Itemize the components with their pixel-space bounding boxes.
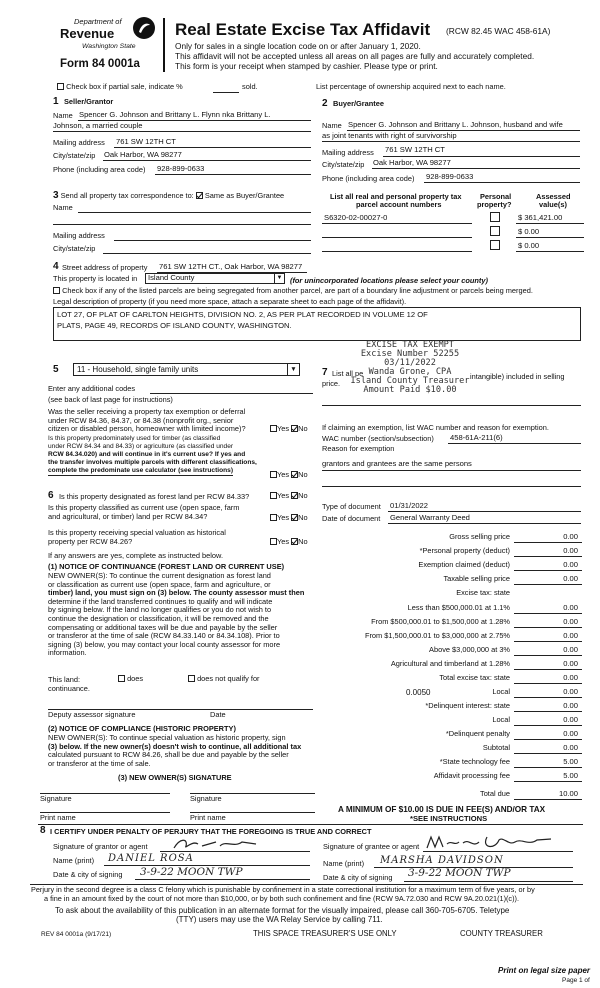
partial-sale-row bbox=[57, 83, 183, 92]
seller-phone-label: Phone (including area code) bbox=[53, 165, 146, 174]
doctype-value[interactable]: 01/31/2022 bbox=[390, 501, 429, 510]
seller-name-1[interactable]: Spencer G. Johnson and Brittany L. Flynn nka Brittany L. bbox=[79, 110, 271, 119]
grantor-date[interactable]: 3-9-22 MOON TWP bbox=[140, 866, 243, 878]
codes-label: Enter any additional codes bbox=[48, 384, 136, 393]
dept-line1: Department of bbox=[74, 17, 122, 26]
yes-label: Yes bbox=[277, 470, 290, 479]
any-yes-note: If any answers are yes, complete as instructed below. bbox=[48, 551, 223, 560]
tax-label: Total due bbox=[480, 789, 510, 798]
grantor-name-label: Name (print) bbox=[53, 856, 95, 865]
tax-label: Excise tax: state bbox=[456, 588, 510, 597]
grantee-name-label: Name (print) bbox=[323, 859, 365, 868]
dropdown-arrow-icon: ▼ bbox=[274, 274, 284, 283]
sec7-number: 7 bbox=[322, 367, 328, 378]
dropdown-arrow-icon: ▼ bbox=[287, 364, 299, 375]
tax-label: Total excise tax: state bbox=[439, 673, 510, 682]
notice2-body bbox=[48, 734, 316, 768]
tax-value-line bbox=[514, 753, 582, 754]
yes-label: Yes bbox=[277, 491, 290, 500]
form-title: Real Estate Excise Tax Affidavit bbox=[175, 20, 431, 39]
doctype-label: Type of document bbox=[322, 502, 381, 511]
buyer-name-1[interactable]: Spencer G. Johnson and Brittany L. Johnson, husband and wife bbox=[348, 120, 563, 129]
stamp-line1: EXCISE TAX EXEMPT bbox=[366, 340, 454, 350]
no-label: No bbox=[298, 537, 308, 546]
sec3-name-label: Name bbox=[53, 203, 73, 212]
tax-value-line bbox=[514, 570, 582, 571]
does-not-label: does not qualify for bbox=[197, 674, 260, 683]
docdate-line bbox=[388, 523, 581, 524]
notice2-line: calculated pursuant to RCW 84.26, shall be due and payable by the seller bbox=[48, 750, 289, 760]
notice1-line: continue the designation or classification, it will be removed and the bbox=[48, 613, 269, 623]
dept-line2: Revenue bbox=[60, 26, 115, 41]
notice1-body bbox=[48, 572, 316, 658]
county-value: Island County bbox=[148, 273, 195, 282]
stamp-line2: Excise Number 52255 bbox=[360, 349, 460, 360]
minimum-note: A MINIMUM OF $10.00 IS DUE IN FEE(S) AND/OR TAX bbox=[338, 805, 546, 814]
tax-label: Gross selling price bbox=[449, 532, 510, 541]
header-note3: This form is your receipt when stamped by cashier. Please type or print. bbox=[175, 61, 438, 71]
seller-mailing-line bbox=[114, 147, 311, 148]
tax-label: *Delinquent penalty bbox=[445, 729, 510, 738]
notice1-line: signing (3) below, you may contact your local county assessor for more bbox=[48, 639, 281, 649]
value-line bbox=[516, 237, 584, 238]
notice1-heading: (1) NOTICE OF CONTINUANCE (FOREST LAND OR CURRENT USE) bbox=[48, 562, 285, 571]
value-line bbox=[516, 251, 584, 252]
sec1-number: 1 bbox=[53, 96, 59, 107]
tax-label: Above $3,000,000 at 3% bbox=[429, 645, 510, 654]
notice3-heading: (3) NEW OWNER(S) SIGNATURE bbox=[118, 773, 232, 782]
seller-name-2[interactable]: Johnson, a married couple bbox=[53, 121, 143, 130]
owner-print-label1: Print name bbox=[40, 813, 76, 822]
access-line2: (TTY) users may use the WA Relay Service by calling 711. bbox=[176, 915, 383, 924]
buyer-city-label: City/state/zip bbox=[322, 160, 365, 169]
sec3-name-line bbox=[78, 212, 311, 213]
unincorporated-note: (for unincorporated locations please select your county) bbox=[290, 276, 488, 285]
parcel-row bbox=[322, 240, 584, 253]
stamp-line4: Wanda Grone, CPA bbox=[368, 367, 452, 378]
value-line bbox=[516, 223, 584, 224]
sec2-number: 2 bbox=[322, 98, 328, 109]
notice1-line: by signing below. If the land no longer qualifies or you do not wish to bbox=[48, 605, 272, 615]
partial-percent-line bbox=[213, 92, 239, 93]
wac-number[interactable]: 458-61A-211(6) bbox=[450, 433, 503, 442]
segregated-row bbox=[53, 287, 533, 296]
tax-value[interactable]: 0.00 bbox=[563, 603, 578, 612]
tax-value[interactable]: 5.00 bbox=[563, 757, 578, 766]
buyer-name-2[interactable]: as joint tenants with right of survivorship bbox=[322, 131, 457, 140]
does-not-option bbox=[188, 675, 260, 684]
buyer-phone[interactable]: 928-899-0633 bbox=[426, 172, 474, 181]
legal-paper-note: Print on legal size paper bbox=[498, 966, 591, 975]
use-code-select[interactable] bbox=[73, 363, 300, 376]
reason-line2 bbox=[322, 486, 581, 487]
reason-text[interactable]: grantors and grantees are the same persons bbox=[322, 459, 472, 468]
notice2-line: NEW OWNER(S): To continue special valuation as historic property, sign bbox=[48, 733, 286, 742]
notice1-line: compensating or additional taxes will be due and payable by the seller bbox=[48, 622, 278, 632]
form-rcw: (RCW 82.45 WAC 458-61A) bbox=[446, 26, 551, 36]
perjury-line1: Perjury in the second degree is a class C felony which is punishable by confinement in a state correctional institution for a maximum term of five years, or by bbox=[31, 885, 535, 894]
tax-value-line bbox=[514, 655, 582, 656]
sec7-text-a: List all pe bbox=[332, 369, 364, 378]
sec4-number: 4 bbox=[53, 261, 59, 272]
parcel-line bbox=[322, 223, 472, 224]
grantee-date-line bbox=[404, 881, 573, 882]
grantor-sig-label: Signature of grantor or agent bbox=[53, 842, 148, 851]
tax-value-line bbox=[514, 584, 582, 585]
q1-no-checkbox[interactable] bbox=[291, 425, 298, 432]
does-not-checkbox[interactable] bbox=[188, 675, 195, 682]
does-label: does bbox=[127, 674, 144, 683]
tax-value[interactable]: 0.00 bbox=[563, 560, 578, 569]
buyer-phone-label: Phone (including area code) bbox=[322, 174, 415, 183]
sec7-line1 bbox=[322, 405, 581, 406]
tax-value-line bbox=[514, 669, 582, 670]
partial-sale-label: Check box if partial sale, indicate % bbox=[66, 82, 183, 91]
header-note2: This affidavit will not be accepted unless all areas on all pages are fully and accurately completed. bbox=[175, 51, 535, 61]
owner-sig-label2: Signature bbox=[190, 794, 222, 803]
buyer-mailing-label: Mailing address bbox=[322, 148, 374, 157]
local-rate: 0.0050 bbox=[406, 688, 431, 697]
sec3-number: 3 bbox=[53, 190, 59, 201]
tax-value-line bbox=[514, 556, 582, 557]
buyer-phone-line bbox=[424, 182, 580, 183]
tax-label: Local bbox=[492, 715, 510, 724]
wac-label: WAC number (section/subsection) bbox=[322, 434, 434, 443]
owner-print-label2: Print name bbox=[190, 813, 226, 822]
tax-value[interactable]: 0.00 bbox=[563, 673, 578, 682]
q2-line-e: complete the predominate use calculator (see instructions) bbox=[48, 467, 234, 474]
parcel-col3-header: Assessed bbox=[536, 192, 571, 201]
seller-mailing-label: Mailing address bbox=[53, 138, 105, 147]
current-use-yes-checkbox[interactable] bbox=[270, 514, 277, 521]
notice2-line: (3) below. If the new owner(s) doesn't wish to continue, all additional tax bbox=[48, 741, 302, 751]
street-label: Street address of property bbox=[62, 263, 148, 272]
treasurer-space: THIS SPACE TREASURER'S USE ONLY bbox=[253, 929, 397, 938]
docdate-value[interactable]: General Warranty Deed bbox=[390, 513, 470, 522]
wac-line bbox=[448, 443, 581, 444]
current-use-no-checkbox[interactable] bbox=[291, 514, 298, 521]
grantor-signature[interactable] bbox=[172, 836, 262, 852]
q1-line-c: citizen or disabled person, homeowner with limited income)? bbox=[48, 424, 246, 433]
personal-property-checkbox[interactable] bbox=[490, 226, 500, 236]
no-label: No bbox=[298, 424, 308, 433]
sec3-row bbox=[53, 190, 284, 202]
sec7-text-c: intangible) included in selling bbox=[470, 372, 565, 381]
grantee-signature[interactable] bbox=[425, 834, 555, 852]
sec5-number: 5 bbox=[53, 364, 59, 375]
tax-value[interactable]: 10.00 bbox=[558, 789, 578, 798]
tax-value-line bbox=[514, 627, 582, 628]
q2-yes-checkbox[interactable] bbox=[270, 471, 277, 478]
sec8-box bbox=[38, 824, 583, 825]
tax-value-line bbox=[514, 711, 582, 712]
grantee-name[interactable]: MARSHA DAVIDSON bbox=[380, 855, 504, 866]
certify-text: I CERTIFY UNDER PENALTY OF PERJURY THAT THE FOREGOING IS TRUE AND CORRECT bbox=[50, 827, 372, 836]
no-label: No bbox=[298, 470, 308, 479]
located-label: This property is located in bbox=[53, 274, 138, 283]
tax-value-line bbox=[514, 767, 582, 768]
same-as-buyer-label: Same as Buyer/Grantee bbox=[204, 191, 285, 200]
grantee-date-label: Date & city of signing bbox=[323, 873, 393, 882]
sec1-heading: Seller/Grantor bbox=[64, 97, 114, 106]
doctype-line bbox=[388, 511, 581, 512]
parcel-col1-header: List all real and personal property tax bbox=[330, 192, 462, 201]
sec6-q3b: property per RCW 84.26? bbox=[48, 537, 133, 546]
same-as-buyer-checkbox[interactable] bbox=[196, 192, 203, 199]
tax-label: From $1,500,000.01 to $3,000,000 at 2.75% bbox=[364, 631, 510, 640]
tax-label: Agricultural and timberland at 1.28% bbox=[390, 659, 510, 668]
deputy-label: Deputy assessor signature bbox=[48, 710, 136, 719]
seller-phone[interactable]: 928-899-0633 bbox=[157, 164, 205, 173]
legal-line2: PLATS, PAGE 49, RECORDS OF ISLAND COUNTY, WASHINGTON. bbox=[57, 321, 292, 330]
sec6-number: 6 bbox=[48, 490, 54, 501]
owner-sig-label1: Signature bbox=[40, 794, 72, 803]
grantor-date-line bbox=[135, 879, 310, 880]
ownership-note: List percentage of ownership acquired next to each name. bbox=[316, 82, 506, 91]
sec6-q2b: and agricultural, or timber) land per RCW 84.34? bbox=[48, 512, 208, 521]
sec5-q1 bbox=[48, 408, 288, 434]
tax-value-line bbox=[514, 697, 582, 698]
deputy-date-label: Date bbox=[210, 710, 226, 719]
form-number: Form 84 0001a bbox=[60, 58, 140, 70]
tax-value-line bbox=[514, 799, 582, 800]
page-number: Page 1 of bbox=[562, 977, 590, 984]
tax-value[interactable]: 0.00 bbox=[563, 546, 578, 555]
dor-logo-icon bbox=[132, 16, 156, 40]
notice2-line: or transferor at the time of sale. bbox=[48, 758, 151, 768]
stamp-line3: 03/11/2022 bbox=[384, 358, 436, 369]
parcel-line bbox=[322, 251, 472, 252]
parcel-row bbox=[322, 212, 584, 225]
buyer-mailing-line bbox=[383, 156, 580, 157]
tax-label: From $500,000.01 to $1,500,000 at 1.28% bbox=[371, 617, 510, 626]
county-treasurer: COUNTY TREASURER bbox=[460, 929, 543, 938]
partial-sold-label: sold. bbox=[242, 82, 258, 91]
parcel-number[interactable]: S6320-02-00027-0 bbox=[324, 213, 388, 222]
sec3-mailing-label: Mailing address bbox=[53, 231, 105, 240]
sec3-name-line2 bbox=[53, 224, 311, 225]
partial-sale-checkbox[interactable] bbox=[57, 83, 64, 90]
q2-line-c: RCW 84.34.020) and will continue in it's current use? If yes and bbox=[48, 451, 246, 458]
parcel-col2-header-b: property? bbox=[477, 200, 512, 209]
grantee-sig-label: Signature of grantee or agent bbox=[323, 842, 420, 851]
sec8-number: 8 bbox=[40, 825, 46, 836]
dor-logo bbox=[60, 14, 158, 58]
sec6-q2-answers bbox=[270, 514, 308, 523]
this-land-label: This land: bbox=[48, 675, 81, 684]
tax-value-line bbox=[514, 542, 582, 543]
parcel-line bbox=[322, 237, 472, 238]
sec5-q2 bbox=[48, 435, 283, 476]
personal-property-checkbox[interactable] bbox=[490, 212, 500, 222]
historic-yes-checkbox[interactable] bbox=[270, 538, 277, 545]
tax-value[interactable]: 0.00 bbox=[563, 645, 578, 654]
buyer-name-label: Name bbox=[322, 121, 342, 130]
reason-label: Reason for exemption bbox=[322, 444, 395, 453]
exempt-label: If claiming an exemption, list WAC number and reason for exemption. bbox=[322, 423, 549, 432]
codes-note: (see back of last page for instructions) bbox=[48, 395, 173, 404]
tax-label: Taxable selling price bbox=[443, 574, 510, 583]
buyer-name-line2 bbox=[322, 141, 580, 142]
tax-value[interactable]: 0.00 bbox=[563, 631, 578, 640]
assessed-value[interactable]: $ 0.00 bbox=[518, 241, 540, 250]
q1-yes-checkbox[interactable] bbox=[270, 425, 277, 432]
historic-no-checkbox[interactable] bbox=[291, 538, 298, 545]
tax-value[interactable]: 0.00 bbox=[563, 687, 578, 696]
q2-line-a: Is this property predominately used for timber (as classified bbox=[48, 435, 221, 442]
notice1-line: information. bbox=[48, 648, 87, 658]
parcel-col3-header-b: value(s) bbox=[539, 200, 567, 209]
tax-value-line bbox=[514, 725, 582, 726]
forest-yes-checkbox[interactable] bbox=[270, 492, 277, 499]
q1-answers bbox=[270, 425, 308, 434]
sec3-city-line bbox=[103, 253, 311, 254]
notice1-line: determine if the land transferred continues to qualify and will indicate bbox=[48, 596, 273, 606]
stamp-line6: Amount Paid $10.00 bbox=[363, 385, 457, 396]
notice1-line: timber) land, you must sign on (3) below. The county assessor must then bbox=[48, 588, 305, 598]
legal-line1: LOT 27, OF PLAT OF CARLTON HEIGHTS, DIVISION NO. 2, AS PER PLAT RECORDED IN VOLUME 12 OF bbox=[57, 310, 428, 319]
seller-city-line bbox=[103, 160, 311, 161]
sec2-heading: Buyer/Grantee bbox=[333, 99, 384, 108]
excise-stamp bbox=[345, 341, 475, 395]
sec7-text-b: price. bbox=[322, 379, 341, 388]
yes-label: Yes bbox=[277, 537, 290, 546]
use-code-value: 11 - Household, single family units bbox=[77, 365, 199, 374]
tax-value-line bbox=[514, 613, 582, 614]
tax-value[interactable]: 0.00 bbox=[563, 574, 578, 583]
revision: REV 84 0001a (9/17/21) bbox=[41, 931, 112, 938]
tax-value[interactable]: 0.00 bbox=[563, 743, 578, 752]
tax-value-line bbox=[514, 781, 582, 782]
tax-label: Local bbox=[492, 687, 510, 696]
notice1-line: or transferor at the time of sale (RCW 84.33.140 or 84.34.108). Prior to bbox=[48, 631, 280, 641]
tax-label: *Personal property (deduct) bbox=[419, 546, 510, 555]
notice2-heading: (2) NOTICE OF COMPLIANCE (HISTORIC PROPERTY) bbox=[48, 724, 236, 733]
docdate-label: Date of document bbox=[322, 514, 381, 523]
access-line1: To ask about the availability of this publication in an alternate format for the visually impaired, please call 360-705-6705. Teletype bbox=[55, 906, 510, 915]
segregated-label: Check box if any of the listed parcels are being segregated from another parcel, are part of a boundary line adjustment or parcels being merged. bbox=[62, 286, 533, 295]
tax-value[interactable]: 0.00 bbox=[563, 617, 578, 626]
tax-label: Affidavit processing fee bbox=[433, 771, 510, 780]
yes-label: Yes bbox=[277, 513, 290, 522]
tax-label: *State technology fee bbox=[439, 757, 510, 766]
tax-value-line bbox=[514, 683, 582, 684]
notice1-line: NEW OWNER(S): To continue the current designation as forest land bbox=[48, 571, 271, 580]
tax-label: Exemption claimed (deduct) bbox=[418, 560, 510, 569]
tax-value[interactable]: 0.00 bbox=[563, 715, 578, 724]
parcel-col2-header: Personal bbox=[480, 192, 512, 201]
perjury-line2: a fine in an amount fixed by the court of not more than $10,000, or by both such confinement and fine (RCW 9A.72.030 and RCW 9A.20.021(1)(c)). bbox=[44, 894, 519, 903]
assessed-value[interactable]: $ 0.00 bbox=[518, 227, 540, 236]
reason-line1 bbox=[322, 470, 581, 471]
q2-no-checkbox[interactable] bbox=[291, 471, 298, 478]
tax-value[interactable]: 5.00 bbox=[563, 771, 578, 780]
does-option bbox=[118, 675, 143, 684]
q2-line-b: under RCW 84.34 and 84.33) or agriculture (as classified under bbox=[48, 443, 234, 450]
stamp-line5: Island County Treasurer bbox=[350, 376, 470, 387]
seller-city[interactable]: Oak Harbor, WA 98277 bbox=[104, 150, 182, 159]
sec6-q1-answers bbox=[270, 492, 308, 501]
header-divider bbox=[163, 18, 165, 72]
tax-label: Less than $500,000.01 at 1.1% bbox=[407, 603, 510, 612]
sec3-mailing-line bbox=[114, 240, 311, 241]
dept-line3: Washington State bbox=[82, 43, 136, 50]
codes-line bbox=[150, 393, 313, 394]
q1-line-b: under RCW 84.36, 84.37, or 84.38 (nonprofit org., senior bbox=[48, 415, 234, 425]
q2-answers bbox=[270, 471, 308, 480]
does-checkbox[interactable] bbox=[118, 675, 125, 682]
sec6-q3a: Is this property receiving special valuation as historical bbox=[48, 528, 226, 537]
legal-description-box[interactable] bbox=[53, 307, 581, 341]
street-address[interactable]: 761 SW 12TH CT., Oak Harbor, WA 98277 bbox=[159, 262, 303, 271]
seller-city-label: City/state/zip bbox=[53, 151, 96, 160]
notice1-line: or classification as current use (open space, farm and agriculture, or bbox=[48, 579, 271, 589]
grantor-date-label: Date & city of signing bbox=[53, 870, 123, 879]
buyer-city-line bbox=[372, 168, 580, 169]
tax-value-line bbox=[514, 641, 582, 642]
q2-line-d: the transfer involves multiple parcels with different classifications, bbox=[48, 459, 257, 466]
county-select[interactable] bbox=[145, 273, 285, 284]
seller-mailing[interactable]: 761 SW 12TH CT bbox=[116, 137, 176, 146]
grantor-name[interactable]: DANIEL ROSA bbox=[108, 853, 194, 864]
see-instructions: *SEE INSTRUCTIONS bbox=[410, 814, 488, 823]
seller-phone-line bbox=[155, 174, 311, 175]
no-label: No bbox=[298, 491, 308, 500]
continuance-label: continuance. bbox=[48, 684, 90, 693]
seller-name-label: Name bbox=[53, 111, 73, 120]
grantee-date[interactable]: 3-9-22 MOON TWP bbox=[408, 867, 511, 879]
parcel-col1-header-b: parcel account numbers bbox=[356, 200, 442, 209]
sec3-text: Send all property tax correspondence to: bbox=[60, 191, 194, 200]
yes-label: Yes bbox=[277, 424, 290, 433]
segregated-checkbox[interactable] bbox=[53, 287, 60, 294]
no-label: No bbox=[298, 513, 308, 522]
legal-label: Legal description of property (if you need more space, attach a separate sheet to each page of the affidavit). bbox=[53, 297, 407, 306]
buyer-mailing[interactable]: 761 SW 12TH CT bbox=[385, 145, 445, 154]
sec3-city-label: City/state/zip bbox=[53, 244, 96, 253]
sec6-q1: Is this property designated as forest land per RCW 84.33? bbox=[59, 492, 250, 501]
seller-name-line2 bbox=[53, 131, 311, 132]
q1-line-a: Was the seller receiving a property tax exemption or deferral bbox=[48, 407, 246, 416]
parcel-row bbox=[322, 226, 584, 239]
tax-table bbox=[300, 533, 582, 805]
tax-label: Subtotal bbox=[482, 743, 510, 752]
header-note1: Only for sales in a single location code on or after January 1, 2020. bbox=[175, 41, 421, 51]
sec6-q2a: Is this property classified as current use (open space, farm bbox=[48, 503, 240, 512]
tax-label: *Delinquent interest: state bbox=[425, 701, 510, 710]
personal-property-checkbox[interactable] bbox=[490, 240, 500, 250]
tax-value-line bbox=[514, 739, 582, 740]
buyer-city[interactable]: Oak Harbor, WA 98277 bbox=[373, 158, 451, 167]
forest-no-checkbox[interactable] bbox=[291, 492, 298, 499]
tax-value[interactable]: 0.00 bbox=[563, 532, 578, 541]
tax-value[interactable]: 0.00 bbox=[563, 659, 578, 668]
tax-value[interactable]: 0.00 bbox=[563, 729, 578, 738]
tax-value[interactable]: 0.00 bbox=[563, 701, 578, 710]
assessed-value[interactable]: $ 361,421.00 bbox=[518, 213, 563, 222]
